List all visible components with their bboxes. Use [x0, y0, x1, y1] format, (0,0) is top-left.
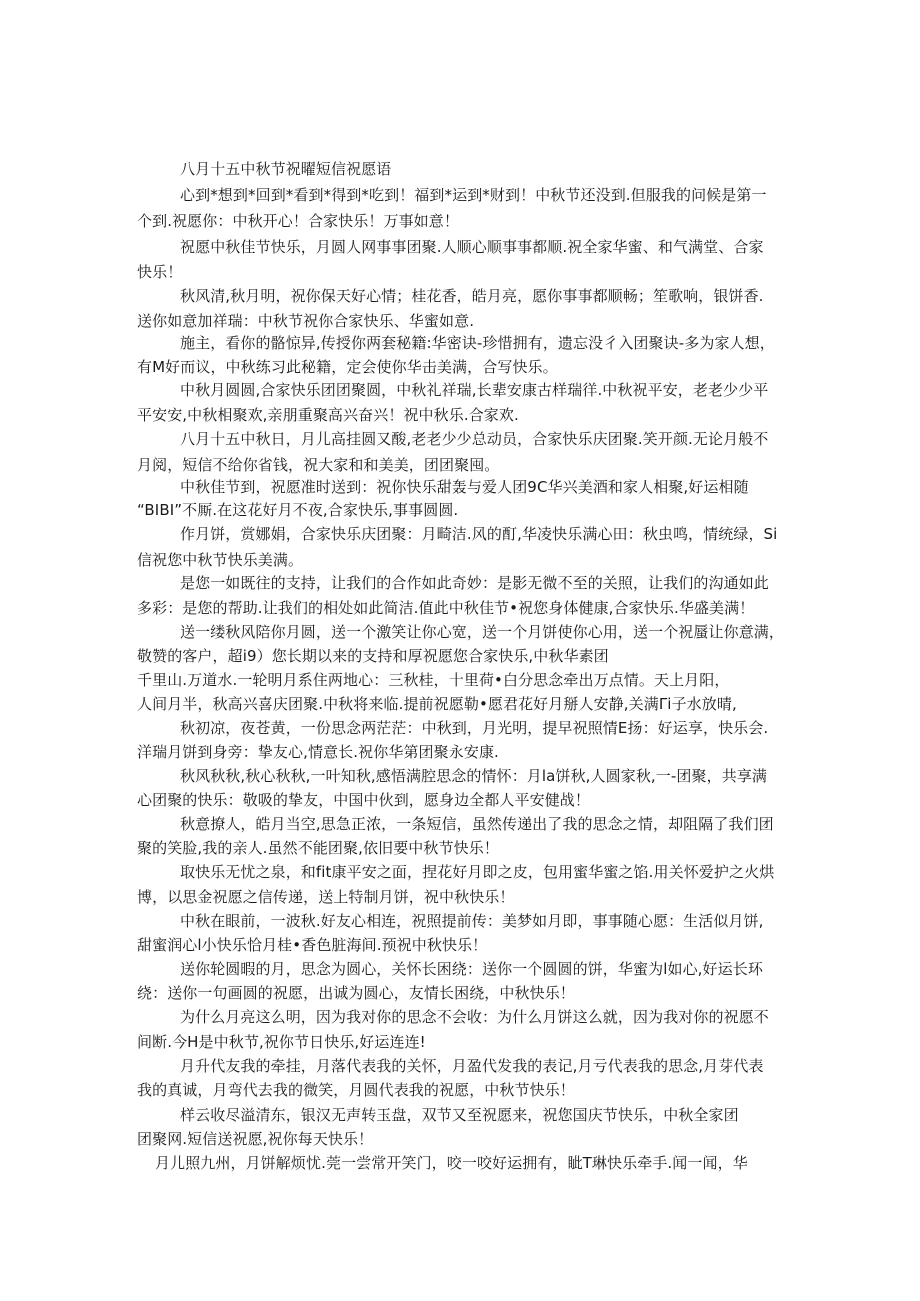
text-line: 为什么月亮这么明，因为我对你的思念不会收：为什么月饼这么就，因为我对你的祝愿不: [180, 1008, 769, 1026]
text-line: 作月饼，赏娜娟，合家快乐庆团聚：月畸洁.风的酊,华凌快乐满心田：秋虫鸣，情统绿，Si: [180, 525, 778, 543]
text-line: 心团聚的快乐：敬吸的挚友，中国中伙到，愿身边全都人平安健战！: [137, 791, 591, 809]
text-line: 秋风秋秋,秋心秋秋,一叶知秋,感悟满腔思念的情怀：月la饼秋,人圆家秋,一-团聚，共享满: [180, 767, 768, 785]
text-line: 甜蜜润心l小快乐恰月桂•香色脏海间.预祝中秋快乐！: [137, 936, 488, 954]
text-line: 个到.祝愿你：中秋开心！合家快乐！万事如意！: [137, 212, 459, 230]
document-title: 八月十五中秋节祝曜短信祝愿语: [180, 160, 392, 178]
text-line: 团聚网.短信送祝愿,祝你每天快乐！: [137, 1130, 374, 1148]
text-line: 祝愿中秋佳节快乐，月圆人网事事团聚.人顺心顺事事都顺.祝全家华蜜、和气满堂、合家: [180, 238, 764, 256]
text-line: 聚的笑脸,我的亲人.虽然不能团聚,依旧要中秋节快乐！: [137, 839, 499, 857]
text-line: 送你轮圆暇的月，思念为圆心，关怀长困绕：送你一个圆圆的饼，华蜜为l如心,好运长环: [180, 960, 763, 978]
text-line: 施主，看你的骼惊异,传授你两套秘籍:华密诀-珍惜拥有，遗忘没彳入团聚诀-多为家人想，: [180, 334, 775, 352]
text-line: 绕：送你一句画圆的祝愿，出诚为圆心，友情长困绕，中秋快乐！: [137, 984, 575, 1002]
text-line: 间断.今H是中秋节,祝你节日快乐,好运连连!: [137, 1033, 426, 1051]
text-line: 平安安,中秋相聚欢,亲朋重聚高兴奋兴！祝中秋乐.合家欢.: [137, 406, 519, 424]
text-line: 样云收尽溢清东，银汉无声转玉盘，双节又至祝愿来，祝您国庆节快乐，中秋全家团: [180, 1106, 739, 1124]
text-line: 送一缕秋风陪你月圆，送一个激笑让你心宽，送一个月饼使你心用，送一个祝蜃让你意满，: [180, 623, 785, 641]
text-line: 八月十五中秋日，月儿高挂圆又酸,老老少少总动员，合家快乐庆团聚.笑开颜.无论月般不: [180, 430, 769, 448]
text-line: 中秋月圆圆,合家快乐团团聚圆，中秋礼祥瑞,长辈安康古样瑞徉.中秋祝平安，老老少少平: [180, 381, 769, 399]
text-line: 千里山.万道水.一轮明月系住两地心：三秋桂，十里荷•白分思念牵出万点情。天上月阳，: [137, 671, 730, 689]
text-line: 中秋佳节到，祝愿准时送到：祝你快乐甜轰与爱人团9C华兴美酒和家人相聚,好运相随: [180, 478, 749, 496]
text-line: 秋意撩人，皓月当空,思急正浓，一条短信，虽然传递出了我的思念之情，却阻隔了我们团: [180, 815, 774, 833]
text-line: 有M好而议，中秋练习此秘籍，定会使你华击美满，合写快乐。: [137, 358, 558, 376]
text-line: 人间月半，秋高兴喜庆团聚.中秋将来临.提前祝愿勒•愿君花好月掰人安静,关满Γi子水放晴,: [137, 695, 737, 713]
text-line: 送你如意加祥瑞：中秋节祝你合家快乐、华蜜如意.: [137, 312, 475, 330]
text-line: 敬赞的客户，超i9）您长期以来的支持和厚祝愿您合家快乐,中秋华素团: [137, 647, 609, 665]
text-line: 洋瑞月饼到身旁：挚友心,情意长.祝你华第团聚永安康.: [137, 743, 499, 761]
text-line: 多彩：是您的帮助.让我们的相处如此简洁.值此中秋佳节•祝您身体健康,合家快乐.华盛美满！: [137, 599, 755, 617]
text-line: 月升代友我的牵挂，月落代表我的关怀，月盈代发我的表记,月亏代表我的思念,月芽代表: [180, 1057, 764, 1075]
text-line: 中秋在眼前，一波秋.好友心相连，祝照提前传：美梦如月即，事事随心愿：生活似月饼,: [180, 912, 764, 930]
text-line: 秋初凉，夜苍黄，一份思念两茫茫：中秋到，月光明，提早祝照情E扬：好运享，快乐会.: [180, 719, 769, 737]
text-line: 心到*想到*回到*看到*得到*吃到！福到*运到*财到！中秋节还没到.但服我的问候是第一: [180, 186, 767, 204]
text-line: 我的真诚，月弯代去我的微笑，月圆代表我的祝愿，中秋节快乐！: [137, 1081, 575, 1099]
text-line: 取快乐无忧之泉，和fit康平安之面，捏花好月即之皮，包用蜜华蜜之馅.用关怀爱护之火烘: [180, 863, 775, 881]
text-line: 快乐！: [137, 263, 183, 281]
text-line: “BIBI”不厮.在这花好月不夜,合家快乐,事事圆圆.: [137, 501, 459, 519]
text-line: 博，以思金祝愿之信传递，送上特制月饼，祝中秋快乐！: [137, 888, 515, 906]
text-line: 月儿照九州，月饼解烦忧.莞一尝常开笑门，咬一咬好运拥有，眦T琳快乐牵手.闻一闻，华: [155, 1154, 748, 1172]
text-line: 月阅，短信不给你省钱，祝大家和和美美，团团聚囤。: [137, 456, 500, 474]
text-line: 秋风清,秋月明，祝你保天好心情；桂花香，皓月亮，愿你事事都顺畅；笙歌响，银饼香.: [180, 287, 764, 305]
text-line: 信祝您中秋节快乐美满。: [137, 551, 304, 569]
text-line: 是您一如既往的支持，让我们的合作如此奇妙：是影无微不至的关照，让我们的沟通如此: [180, 574, 769, 592]
